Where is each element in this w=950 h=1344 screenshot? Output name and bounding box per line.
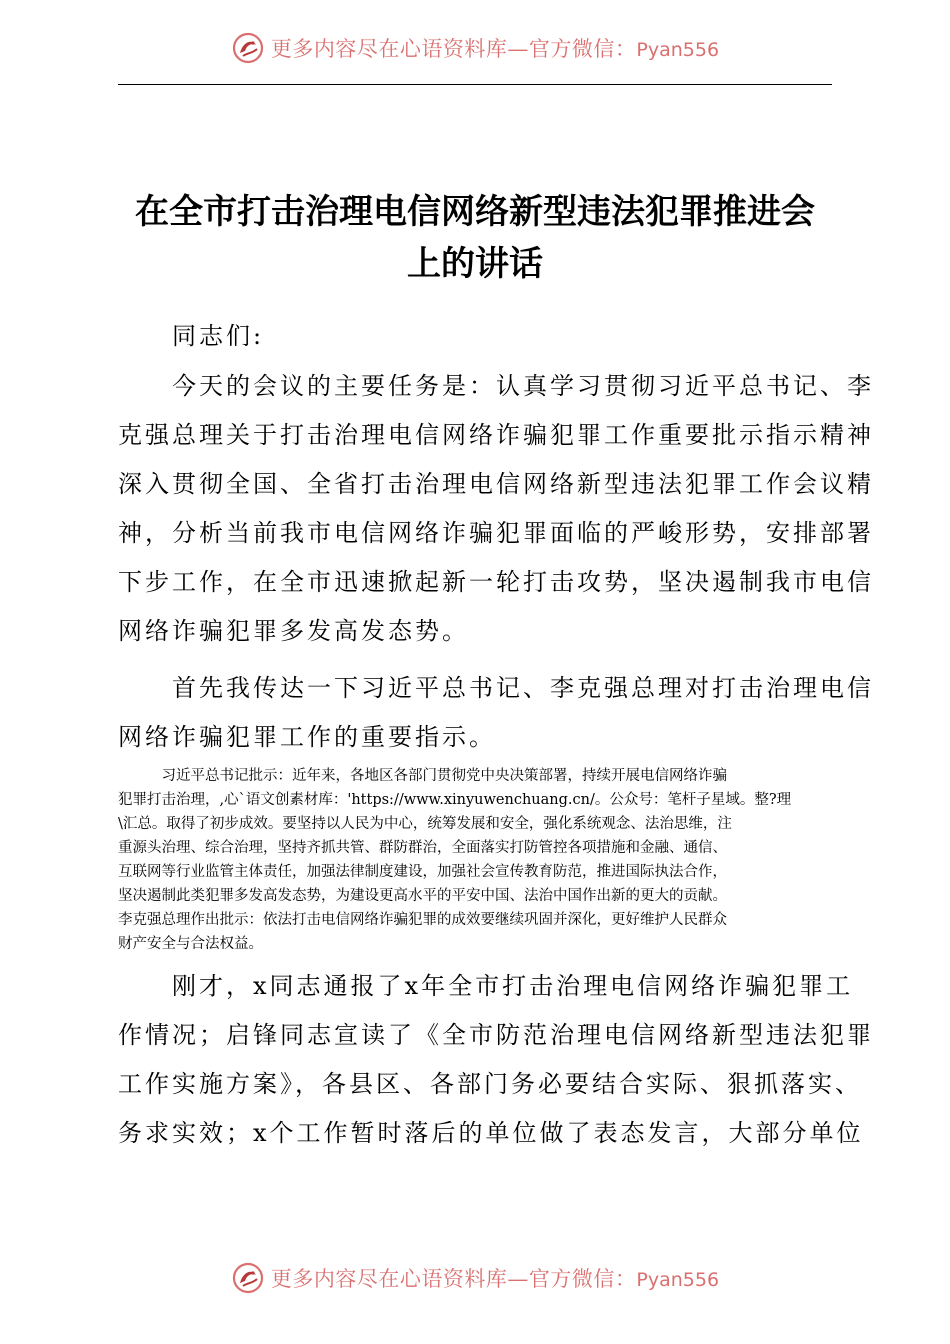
header-divider xyxy=(118,84,832,85)
title-line: 在全市打击治理电信网络新型违法犯罪推进会 xyxy=(135,192,815,232)
banner-official-label: 官方微信： xyxy=(528,1267,637,1291)
banner-wechat-id: Pyan556 xyxy=(636,1269,720,1291)
quote-line: 重源头治理、综合治理，坚持齐抓共管、群防群治，全面落实打防管控各项措施和金融、通信、 xyxy=(118,840,727,856)
text-line: 深入贯彻全国、全省打击治理电信网络新型违法犯罪工作会议精 xyxy=(118,470,874,498)
text-line: 神，分析当前我市电信网络诈骗犯罪面临的严峻形势，安排部署 xyxy=(118,519,874,547)
banner-main-text: 更多内容尽在心语资料库 xyxy=(270,1267,508,1291)
quote-line: \汇总。取得了初步成效。要坚持以人民为中心，统筹发展和安全，强化系统观念、法治思维，注 xyxy=(118,816,732,832)
text-line: 下步工作，在全市迅速掀起新一轮打击攻势，坚决遏制我市电信 xyxy=(118,568,874,596)
text-line: 今天的会议的主要任务是：认真学习贯彻习近平总书记、李 xyxy=(118,372,874,400)
quote-line: 坚决遏制此类犯罪多发高发态势，为建设更高水平的平安中国、法治中国作出新的更大的贡献。 xyxy=(118,888,727,904)
quote-line: 习近平总书记批示：近年来，各地区各部门贯彻党中央决策部署，持续开展电信网络诈骗 xyxy=(118,768,727,784)
text-line: 网络诈骗犯罪多发高发态势。 xyxy=(118,617,469,645)
banner-official-label: 官方微信： xyxy=(528,37,637,61)
text-line: 工作实施方案》，各县区、各部门务必要结合实际、狠抓落实、 xyxy=(118,1070,862,1098)
paragraph-3 xyxy=(118,962,874,1158)
footer-banner-text xyxy=(271,1263,719,1293)
header-watermark xyxy=(0,28,950,68)
salutation xyxy=(118,312,832,361)
text-line: 首先我传达一下习近平总书记、李克强总理对打击治理电信 xyxy=(118,674,874,702)
dragon-logo-icon xyxy=(231,31,265,65)
text-line: 务求实效；x个工作暂时落后的单位做了表态发言，大部分单位 xyxy=(118,1119,864,1147)
footer-watermark xyxy=(0,1258,950,1298)
quoted-instructions xyxy=(118,764,832,956)
dragon-logo-icon xyxy=(231,1261,265,1295)
quote-line: 李克强总理作出批示：依法打击电信网络诈骗犯罪的成效要继续巩固并深化，更好维护人民群众 xyxy=(118,912,727,928)
text-line: 网络诈骗犯罪工作的重要指示。 xyxy=(118,723,496,751)
quote-line: 互联网等行业监管主体责任，加强法律制度建设，加强社会宣传教育防范，推进国际执法合作， xyxy=(118,864,727,880)
title-line: 上的讲话 xyxy=(407,244,543,284)
paragraph-2 xyxy=(118,664,874,762)
document-title xyxy=(118,186,832,290)
quote-line: 财产安全与合法权益。 xyxy=(118,936,263,952)
paragraph-1 xyxy=(118,362,874,656)
banner-main-text: 更多内容尽在心语资料库 xyxy=(270,37,508,61)
text-line: 刚才，x同志通报了x年全市打击治理电信网络诈骗犯罪工 xyxy=(118,972,854,1000)
salutation-text: 同志们: xyxy=(172,322,265,350)
banner-separator: — xyxy=(507,1267,529,1291)
quote-line: 犯罪打击治理，,心`语文创素材库：'https://www.xinyuwenchuang.cn/。公众号：笔杆子星域。整?理 xyxy=(118,792,792,808)
text-line: 作情况；启锋同志宣读了《全市防范治理电信网络新型违法犯罪 xyxy=(118,1021,874,1049)
text-line: 克强总理关于打击治理电信网络诈骗犯罪工作重要批示指示精神 xyxy=(118,421,874,449)
banner-wechat-id: Pyan556 xyxy=(636,39,720,61)
banner-separator: — xyxy=(507,37,529,61)
header-banner-text xyxy=(271,33,719,63)
